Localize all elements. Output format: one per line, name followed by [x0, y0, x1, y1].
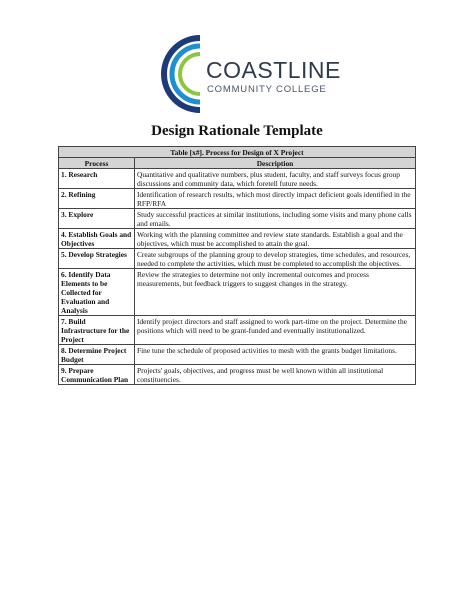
description-cell: Projects' goals, objectives, and progress must be well known within all institutional constituencies.	[135, 365, 416, 385]
description-cell: Identify project directors and staff assigned to work part-time on the project. Determine the positions which will need to be grant-funded and eventually institutionalized.	[135, 316, 416, 345]
description-cell: Working with the planning committee and review state standards. Establish a goal and the objectives, which must be accomplished to attain the goal.	[135, 229, 416, 249]
table-row	[59, 345, 416, 365]
process-cell: 7. Build Infrastructure for the Project	[59, 316, 135, 345]
table-caption-row	[59, 147, 416, 158]
table-row	[59, 316, 416, 345]
logo-wordmark: COASTLINE	[206, 57, 341, 83]
table-row	[59, 189, 416, 209]
description-cell: Identification of research results, which most directly impact deficient goals identified in the RFP/RFA	[135, 189, 416, 209]
process-table	[58, 146, 416, 385]
process-cell: 4. Establish Goals and Objectives	[59, 229, 135, 249]
column-header-description: Description	[135, 158, 416, 169]
table-row	[59, 209, 416, 229]
table-caption: Table [x#]. Process for Design of X Project	[59, 147, 416, 158]
document-title: Design Rationale Template	[151, 123, 323, 139]
process-cell: 8. Determine Project Budget	[59, 345, 135, 365]
description-cell: Quantitative and qualitative numbers, plus student, faculty, and staff surveys focus group discussions and community data, which foretell future needs.	[135, 169, 416, 189]
logo-subtitle: COMMUNITY COLLEGE	[207, 84, 327, 95]
column-header-process: Process	[59, 158, 135, 169]
college-logo	[160, 34, 350, 114]
process-cell: 9. Prepare Communication Plan	[59, 365, 135, 385]
table-row	[59, 229, 416, 249]
table-row	[59, 249, 416, 269]
description-cell: Study successful practices at similar institutions, including some visits and many phone calls and emails.	[135, 209, 416, 229]
process-cell: 2. Refining	[59, 189, 135, 209]
description-cell: Create subgroups of the planning group to develop strategies, time schedules, and resources, needed to complete the activities, which must be completed to accomplish the objectives.	[135, 249, 416, 269]
process-cell: 6. Identify Data Elements to be Collected for Evaluation and Analysis	[59, 269, 135, 316]
description-cell: Fine tune the schedule of proposed activities to mesh with the grants budget limitations.	[135, 345, 416, 365]
process-cell: 5. Develop Strategies	[59, 249, 135, 269]
table-header-row	[59, 158, 416, 169]
process-cell: 1. Research	[59, 169, 135, 189]
table-row	[59, 269, 416, 316]
description-cell: Review the strategies to determine not only incremental outcomes and process measurements, but feedback triggers to suggest changes in the strategy.	[135, 269, 416, 316]
process-cell: 3. Explore	[59, 209, 135, 229]
table-row	[59, 365, 416, 385]
table-row	[59, 169, 416, 189]
